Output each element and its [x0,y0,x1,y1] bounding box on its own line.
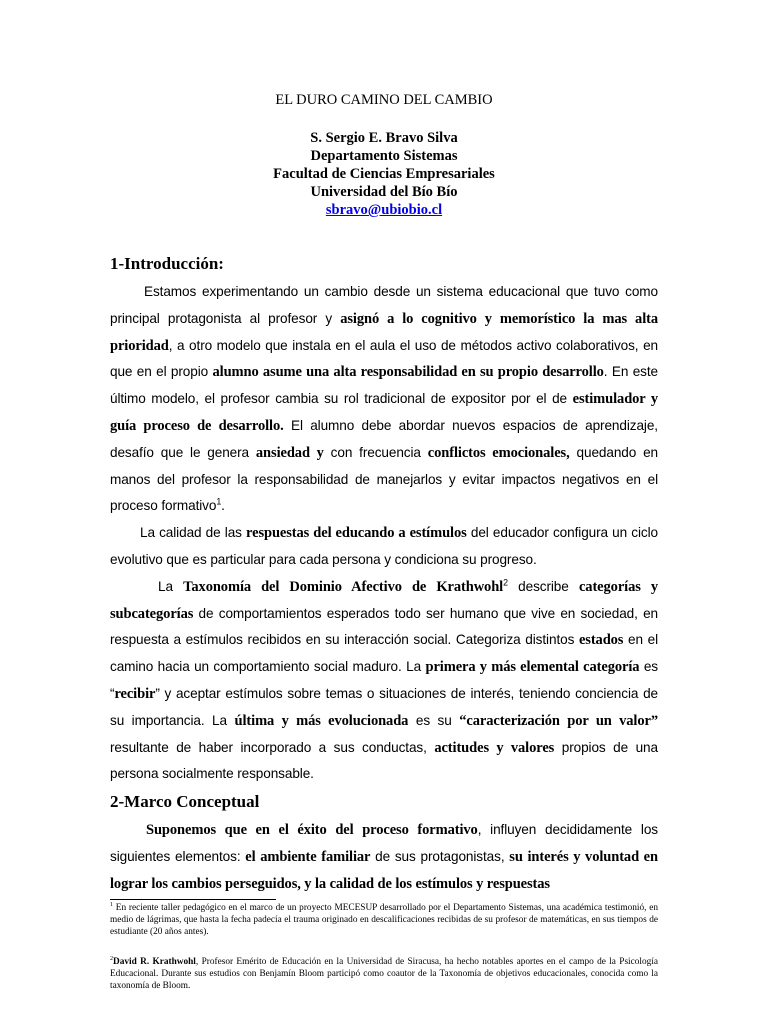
footnote-1 [110,903,658,938]
intro-paragraph-2: La calidad de las respuestas del educando a estímulos del educador configura un ciclo evolutivo que es particular para cada persona y condiciona su progreso. [110,525,658,567]
introduccion-body [110,279,658,788]
footnote-separator [110,899,276,900]
document-title: EL DURO CAMINO DEL CAMBIO [275,92,493,108]
footnote-2-name: David R. Krathwohl [113,957,196,967]
footnote-ref-1[interactable]: 1 [216,496,222,507]
author-block [110,129,658,219]
footnote-2-text: , Profesor Emérito de Educación en la Universidad de Siracusa, ha hecho notables aportes en el campo de la Psicología Educacional. Durante sus estudios con Benjamín Bloom participó como coautor de la Taxonomía de objetivos educacionales, conocida como la taxonomía de Bloom. [110,957,659,991]
footnote-mark-2: 2 [110,955,114,962]
footnote-2 [110,957,658,992]
section-heading-introduccion: 1-Introducción: [110,254,224,273]
author-university: Universidad del Bío Bío [310,184,458,200]
intro-paragraph-1: Estamos experimentando un cambio desde un sistema educacional que tuvo como principal protagonista al profesor y asignó a lo cognitivo y memorístico la mas alta prioridad, a otro modelo que instala en el aula el uso de métodos activo colaborativos, en que en el propio alumno asume una alta responsabilidad en su propio desarrollo. En este último modelo, el profesor cambia su rol tradicional de expositor por el de estimulador y guía proceso de desarrollo. El alumno debe abordar nuevos espacios de aprendizaje, desafío que le genera ansiedad y con frecuencia conflictos emocionales, quedando en manos del profesor la responsabilidad de manejarlos y evitar impactos negativos en el proceso formativo$^1$. [110,284,659,514]
author-email-link[interactable]: sbravo@ubiobio.cl [325,202,443,218]
author-faculty: Facultad de Ciencias Empresariales [273,166,495,182]
marco-conceptual-body [110,817,658,897]
author-department: Departamento Sistemas [310,148,458,164]
section-heading-marco-conceptual: 2-Marco Conceptual [110,792,260,811]
marco-paragraph-1: Suponemos que en el éxito del proceso formativo, influyen decididamente los siguientes elementos: el ambiente familiar de sus protagonistas, su interés y voluntad en lograr los cambios perseguidos, y la calidad de los estímulos y respuestas [110,822,658,892]
footnote-mark-1: 1 [110,901,114,908]
footnote-ref-2[interactable]: 2 [503,577,508,588]
footnote-1-text: En reciente taller pedagógico en el marco de un proyecto MECESUP desarrollado por el Departamento Sistemas, una académica testimonió, en medio de lágrimas, que hasta la fecha padecía el trauma originado en descalificaciones recibidas de su profesor de matemáticas, en sus tiempos de estudiante (20 años antes). [110,903,658,937]
author-name: S. Sergio E. Bravo Silva [310,130,458,146]
intro-paragraph-3: La Taxonomía del Dominio Afectivo de Krathwohl$^2$ describe categorías y subcategorías de comportamientos esperados todo ser humano que vive en sociedad, en respuesta a estímulos recibidos en su interacción social. Categoriza distintos estados en el camino hacia un comportamiento social maduro. La primera y más elemental categoría es “recibir” y aceptar estímulos sobre temas o situaciones de interés, teniendo conciencia de su importancia. La última y más evolucionada es su “caracterización por un valor” resultante de haber incorporado a sus conductas, actitudes y valores propios de una persona socialmente responsable. [110,577,659,782]
